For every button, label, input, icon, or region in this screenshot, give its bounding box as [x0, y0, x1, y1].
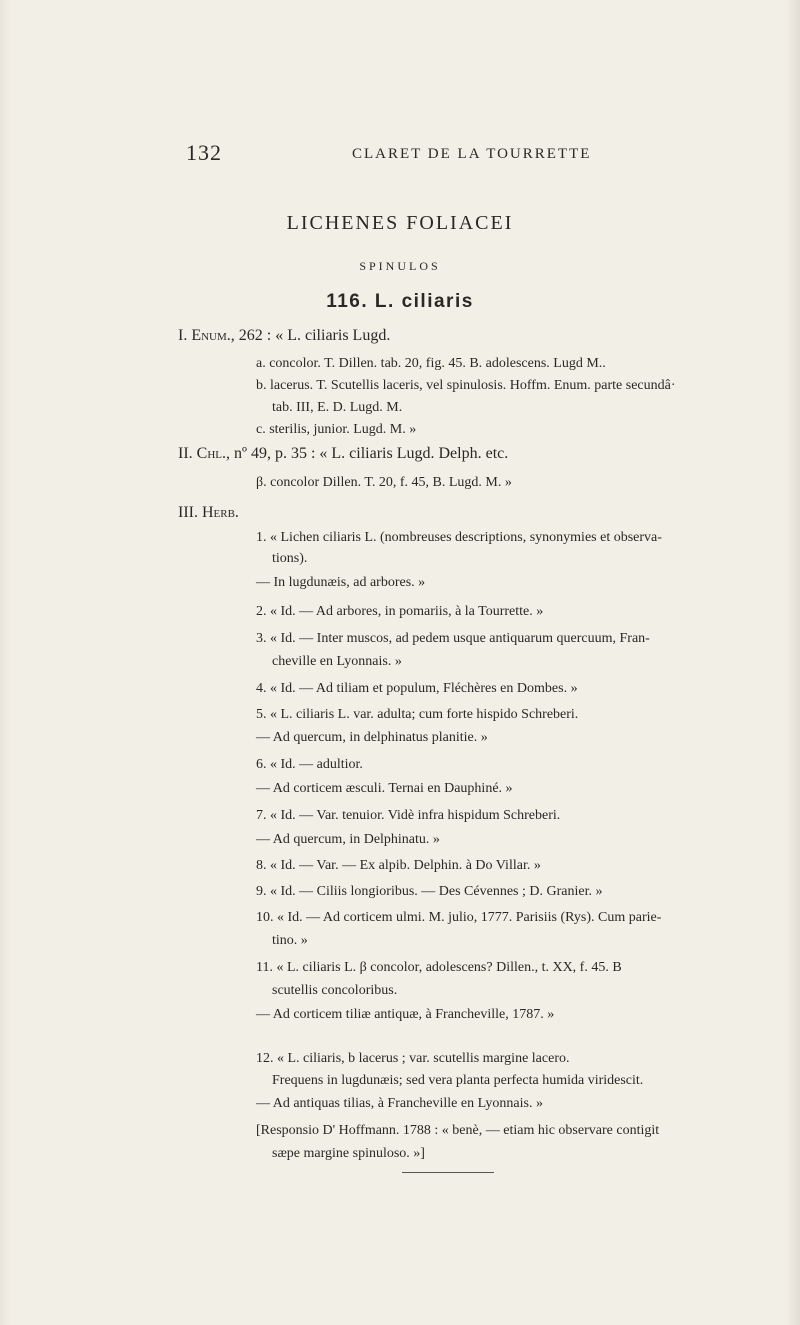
text-line: tab. III, E. D. Lugd. M.: [272, 400, 403, 415]
text-line: 11. « L. ciliaris L. β concolor, adolescens? Dillen., t. XX, f. 45. B: [256, 960, 622, 975]
source-abbreviation: Chl.: [196, 445, 226, 462]
text-line: β. concolor Dillen. T. 20, f. 45, B. Lugd. M. »: [256, 475, 512, 490]
section-heading-chl: [178, 445, 508, 463]
text-line: Frequens in lugdunæis; sed vera planta perfecta humida viridescit.: [272, 1073, 644, 1088]
text-line: — Ad corticem tiliæ antiquæ, à Francheville, 1787. »: [256, 1007, 555, 1022]
running-title: CLARET DE LA TOURRETTE: [352, 146, 592, 162]
text-line: sæpe margine spinuloso. »]: [272, 1146, 425, 1161]
section-number: II.: [178, 445, 193, 462]
text-line: — Ad corticem æsculi. Ternai en Dauphiné. »: [256, 781, 513, 796]
section-heading-herb: [178, 504, 239, 522]
text-line: tions).: [272, 551, 308, 566]
text-line: 3. « Id. — Inter muscos, ad pedem usque antiquarum quercuum, Fran-: [256, 631, 650, 646]
text-line: 7. « Id. — Var. tenuior. Vidè infra hispidum Schreberi.: [256, 808, 561, 823]
species-heading: 116. L. ciliaris: [326, 291, 474, 312]
text-line: tino. »: [272, 933, 308, 948]
text-line: 5. « L. ciliaris L. var. adulta; cum forte hispido Schreberi.: [256, 707, 579, 722]
text-line: 8. « Id. — Var. — Ex alpib. Delphin. à Do Villar. »: [256, 858, 541, 873]
text-line: 2. « Id. — Ad arbores, in pomariis, à la Tourrette. »: [256, 604, 544, 619]
section-number: III.: [178, 504, 198, 521]
text-line: — Ad quercum, in delphinatus planitie. »: [256, 730, 488, 745]
source-abbreviation: Herb.: [201, 504, 239, 521]
text-line: 10. « Id. — Ad corticem ulmi. M. julio, 1777. Parisiis (Rys). Cum parie-: [256, 910, 662, 925]
page-number: 132: [186, 140, 222, 165]
text-line: cheville en Lyonnais. »: [272, 654, 402, 669]
text-line: 1. « Lichen ciliaris L. (nombreuses descriptions, synonymies et observa-: [256, 530, 662, 545]
text-line: a. concolor. T. Dillen. tab. 20, fig. 45. B. adolescens. Lugd M..: [256, 356, 606, 371]
text-line: c. sterilis, junior. Lugd. M. »: [256, 422, 417, 437]
section-subtitle: SPINULOS: [359, 259, 441, 273]
end-rule: [402, 1172, 494, 1173]
text-line: [Responsio D' Hoffmann. 1788 : « benè, — etiam hic observare contigit: [256, 1123, 660, 1138]
text-line: 12. « L. ciliaris, b lacerus ; var. scutellis margine lacero.: [256, 1051, 570, 1066]
text-line: — Ad quercum, in Delphinatu. »: [256, 832, 440, 847]
source-citation: , 262 : « L. ciliaris Lugd.: [230, 327, 391, 344]
text-line: 9. « Id. — Ciliis longioribus. — Des Cévennes ; D. Granier. »: [256, 884, 603, 899]
section-number: I.: [178, 327, 188, 344]
section-heading-enum: [178, 327, 390, 345]
page-left-shadow: [0, 0, 10, 1325]
section-title: LICHENES FOLIACEI: [286, 212, 514, 234]
source-citation: , nº 49, p. 35 : « L. ciliaris Lugd. Delph. etc.: [226, 445, 509, 462]
text-line: 6. « Id. — adultior.: [256, 757, 363, 772]
text-line: scutellis concoloribus.: [272, 983, 398, 998]
text-line: — Ad antiquas tilias, à Francheville en Lyonnais. »: [256, 1096, 543, 1111]
page-right-shadow: [786, 0, 800, 1325]
text-line: b. lacerus. T. Scutellis laceris, vel spinulosis. Hoffm. Enum. parte secundâ·: [256, 378, 676, 393]
text-line: — In lugdunæis, ad arbores. »: [256, 575, 426, 590]
source-abbreviation: Enum.: [191, 327, 231, 344]
text-line: 4. « Id. — Ad tiliam et populum, Fléchères en Dombes. »: [256, 681, 578, 696]
